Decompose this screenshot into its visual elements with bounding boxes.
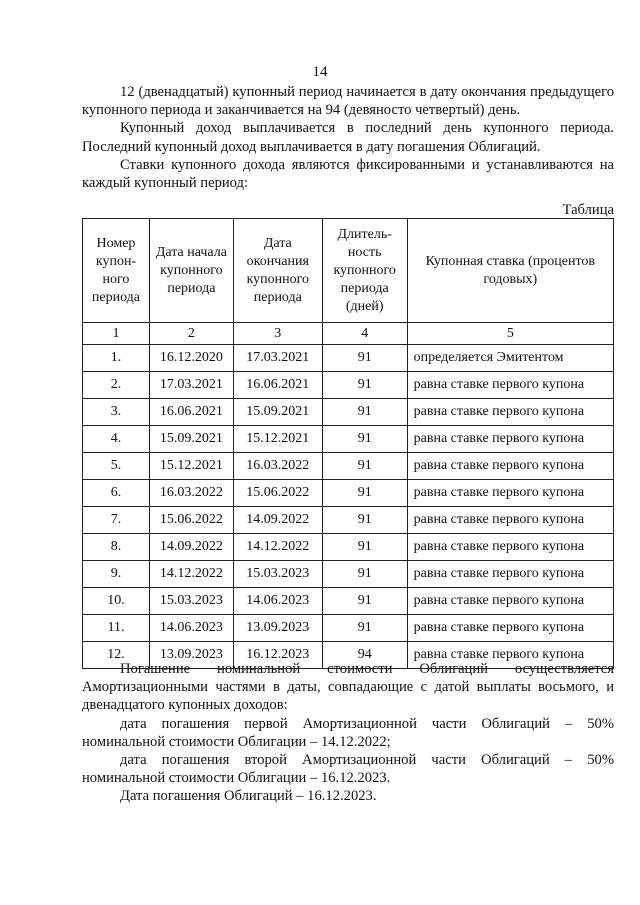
cell-end-date: 15.03.2023 [233, 561, 322, 588]
cell-period-number: 7. [83, 507, 150, 534]
cell-start-date: 13.09.2023 [149, 642, 233, 669]
column-number: 4 [322, 323, 407, 345]
table-caption: Таблица [562, 202, 614, 218]
paragraph-coupon-rates: Ставки купонного дохода являются фиксированными и устанавливаются на каждый купонный период: [82, 156, 614, 192]
cell-end-date: 14.09.2022 [233, 507, 322, 534]
cell-start-date: 15.09.2021 [149, 426, 233, 453]
table-row [83, 453, 614, 480]
cell-period-number: 8. [83, 534, 150, 561]
cell-period-number: 1. [83, 345, 150, 372]
header-period-number: Номер купон-ного периода [83, 219, 150, 323]
cell-start-date: 14.06.2023 [149, 615, 233, 642]
cell-coupon-rate: равна ставке первого купона [407, 615, 613, 642]
cell-period-number: 4. [83, 426, 150, 453]
cell-start-date: 15.03.2023 [149, 588, 233, 615]
table-row [83, 561, 614, 588]
cell-duration-days: 91 [322, 588, 407, 615]
cell-coupon-rate: равна ставке первого купона [407, 507, 613, 534]
cell-duration-days: 91 [322, 534, 407, 561]
cell-period-number: 5. [83, 453, 150, 480]
cell-start-date: 15.12.2021 [149, 453, 233, 480]
paragraph-coupon-payment: Купонный доход выплачивается в последний день купонного периода. Последний купонный доход выплачивается в дату погашения Облигаций. [82, 120, 614, 155]
cell-coupon-rate: равна ставке первого купона [407, 480, 613, 507]
cell-duration-days: 94 [322, 642, 407, 669]
column-number-row [83, 323, 614, 345]
cell-start-date: 16.03.2022 [149, 480, 233, 507]
intro-text [82, 83, 614, 192]
header-duration: Длитель-ность купонного периода (дней) [322, 219, 407, 323]
cell-end-date: 16.12.2023 [233, 642, 322, 669]
table-header-row [83, 219, 614, 323]
cell-coupon-rate: равна ставке первого купона [407, 642, 613, 669]
table-row [83, 534, 614, 561]
cell-period-number: 3. [83, 399, 150, 426]
cell-period-number: 2. [83, 372, 150, 399]
cell-end-date: 14.12.2022 [233, 534, 322, 561]
coupon-schedule-table [82, 218, 614, 669]
paragraph-coupon-period-12: 12 (двенадцатый) купонный период начинается в дату окончания предыдущего купонного периода и заканчивается на 94 (девяносто четвертый) день. [82, 84, 614, 119]
cell-coupon-rate: равна ставке первого купона [407, 399, 613, 426]
cell-end-date: 14.06.2023 [233, 588, 322, 615]
cell-duration-days: 91 [322, 507, 407, 534]
cell-coupon-rate: определяется Эмитентом [407, 345, 613, 372]
cell-start-date: 14.09.2022 [149, 534, 233, 561]
table-row [83, 345, 614, 372]
cell-period-number: 11. [83, 615, 150, 642]
cell-duration-days: 91 [322, 372, 407, 399]
cell-coupon-rate: равна ставке первого купона [407, 534, 613, 561]
header-start-date: Дата начала купонного периода [149, 219, 233, 323]
cell-end-date: 15.09.2021 [233, 399, 322, 426]
cell-duration-days: 91 [322, 480, 407, 507]
table-row [83, 480, 614, 507]
table-row [83, 588, 614, 615]
cell-start-date: 15.06.2022 [149, 507, 233, 534]
cell-duration-days: 91 [322, 399, 407, 426]
cell-end-date: 15.12.2021 [233, 426, 322, 453]
paragraph-first-amortization: дата погашения первой Амортизационной части Облигаций – 50% номинальной стоимости Облигации – 14.12.2022; [82, 715, 614, 750]
cell-start-date: 14.12.2022 [149, 561, 233, 588]
redemption-text [82, 660, 614, 806]
column-number: 3 [233, 323, 322, 345]
paragraph-second-amortization: дата погашения второй Амортизационной части Облигаций – 50% номинальной стоимости Облигации – 16.12.2023. [82, 752, 614, 787]
cell-start-date: 17.03.2021 [149, 372, 233, 399]
cell-end-date: 16.06.2021 [233, 372, 322, 399]
cell-duration-days: 91 [322, 345, 407, 372]
cell-duration-days: 91 [322, 615, 407, 642]
cell-coupon-rate: равна ставке первого купона [407, 561, 613, 588]
table-row [83, 372, 614, 399]
cell-duration-days: 91 [322, 561, 407, 588]
cell-coupon-rate: равна ставке первого купона [407, 453, 613, 480]
cell-period-number: 10. [83, 588, 150, 615]
table-row [83, 507, 614, 534]
table-row [83, 615, 614, 642]
table-row [83, 426, 614, 453]
column-number: 1 [83, 323, 150, 345]
column-number: 5 [407, 323, 613, 345]
cell-period-number: 9. [83, 561, 150, 588]
cell-period-number: 12. [83, 642, 150, 669]
header-end-date: Дата окончания купонного периода [233, 219, 322, 323]
cell-end-date: 17.03.2021 [233, 345, 322, 372]
header-coupon-rate: Купонная ставка (процентов годовых) [407, 219, 613, 323]
paragraph-maturity-date: Дата погашения Облигаций – 16.12.2023. [120, 788, 377, 805]
cell-period-number: 6. [83, 480, 150, 507]
cell-coupon-rate: равна ставке первого купона [407, 588, 613, 615]
cell-start-date: 16.06.2021 [149, 399, 233, 426]
cell-end-date: 15.06.2022 [233, 480, 322, 507]
cell-duration-days: 91 [322, 426, 407, 453]
table-row [83, 399, 614, 426]
cell-start-date: 16.12.2020 [149, 345, 233, 372]
paragraph-amortization: Погашение номинальной стоимости Облигаций осуществляется Амортизационными частями в даты, совпадающие с датой выплаты восьмого, и двенадцатого купонных доходов: [82, 661, 614, 714]
cell-coupon-rate: равна ставке первого купона [407, 372, 613, 399]
cell-end-date: 16.03.2022 [233, 453, 322, 480]
cell-coupon-rate: равна ставке первого купона [407, 426, 613, 453]
page-number: 14 [312, 64, 328, 80]
cell-duration-days: 91 [322, 453, 407, 480]
cell-end-date: 13.09.2023 [233, 615, 322, 642]
column-number: 2 [149, 323, 233, 345]
